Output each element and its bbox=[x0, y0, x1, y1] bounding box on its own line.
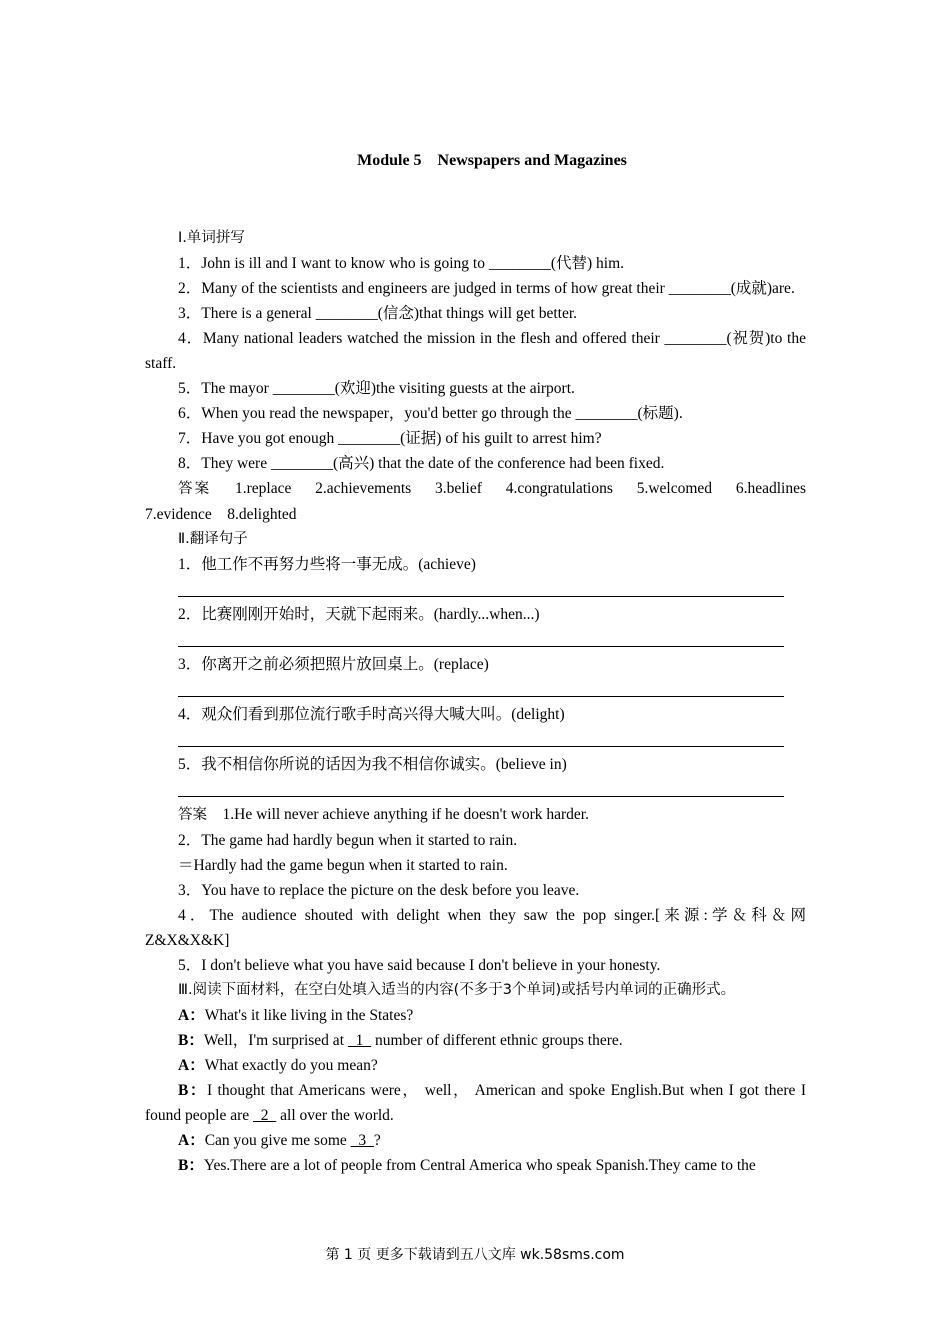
translate-item-5: 5．我不相信你所说的话因为我不相信你诚实。(believe in) bbox=[178, 756, 567, 773]
answer-text: 1.replace 2.achievements 3.belief 4.congratulations 5.welcomed 6.headlines 7.evidence 8.delighted bbox=[145, 480, 822, 523]
answer-line bbox=[178, 627, 784, 652]
section-2-answer-5: 5．I don't believe what you have said because I don't believe in your honesty. bbox=[178, 957, 661, 974]
section-2-answer-1 bbox=[145, 802, 806, 828]
dialogue-text: Can you give me some bbox=[204, 1132, 351, 1149]
translate-item-4: 4．观众们看到那位流行歌手时高兴得大喊大叫。(delight) bbox=[178, 706, 565, 723]
section-2-answer-2-alt: ＝Hardly had the game begun when it started to rain. bbox=[178, 857, 508, 874]
section-3-heading: Ⅲ.阅读下面材料，在空白处填入适当的内容(不多于3个单词)或括号内单词的正确形式。 bbox=[178, 982, 736, 998]
blank-2: 2 bbox=[253, 1107, 277, 1124]
speaker: A： bbox=[178, 1057, 205, 1074]
vocab-item-3: 3．There is a general ________(信念)that things will get better. bbox=[178, 305, 578, 322]
dialogue-line bbox=[145, 1128, 806, 1153]
translate-item-2: 2．比赛刚刚开始时，天就下起雨来。(hardly...when...) bbox=[178, 606, 540, 623]
vocab-item-8: 8．They were ________(高兴) that the date of the conference had been fixed. bbox=[178, 455, 665, 472]
section-2-answer-3: 3．You have to replace the picture on the desk before you leave. bbox=[178, 882, 580, 899]
section-2-heading: Ⅱ.翻译句子 bbox=[178, 531, 248, 547]
page-title: Module 5 Newspapers and Magazines bbox=[357, 152, 627, 169]
answer-line bbox=[178, 577, 784, 602]
answer-line bbox=[178, 677, 784, 702]
page-footer: 第 1 页 更多下载请到五八文库 wk.58sms.com bbox=[325, 1247, 625, 1263]
answer-text: 1.He will never achieve anything if he doesn't work harder. bbox=[222, 806, 589, 823]
answer-line bbox=[178, 727, 784, 752]
blank-1: 1 bbox=[347, 1032, 372, 1049]
speaker: B： bbox=[178, 1157, 204, 1174]
dialogue-text: Yes.There are a lot of people from Central America who speak Spanish.They came to the bbox=[203, 1157, 756, 1174]
answer-line bbox=[178, 777, 784, 802]
vocab-item-2: 2．Many of the scientists and engineers are judged in terms of how great their ________(成就)are. bbox=[178, 280, 795, 297]
dialogue-text: I thought that Americans were， well， American and spoke English.But when I got there I found people are bbox=[145, 1082, 810, 1124]
answer-label: 答案 bbox=[178, 807, 207, 823]
dialogue-text: What's it like living in the States? bbox=[204, 1007, 414, 1024]
vocab-item-6: 6．When you read the newspaper，you'd better go through the ________(标题). bbox=[178, 405, 683, 422]
speaker: A： bbox=[178, 1132, 205, 1149]
dialogue-line bbox=[145, 1053, 806, 1078]
dialogue-line bbox=[145, 1153, 806, 1178]
dialogue-text: Well，I'm surprised at bbox=[203, 1032, 348, 1049]
translate-item-3: 3．你离开之前必须把照片放回桌上。(replace) bbox=[178, 656, 489, 673]
dialogue-text: number of different ethnic groups there. bbox=[371, 1032, 623, 1049]
translate-item-1: 1．他工作不再努力些将一事无成。(achieve) bbox=[178, 556, 476, 573]
vocab-item-4: 4．Many national leaders watched the mission in the flesh and offered their ________(祝贺)to the staff. bbox=[145, 330, 806, 372]
speaker: B： bbox=[178, 1082, 207, 1099]
dialogue-text: all over the world. bbox=[276, 1107, 394, 1124]
section-1-answers bbox=[145, 476, 822, 527]
answer-label: 答案 bbox=[178, 481, 212, 497]
section-2-answer-2: 2．The game had hardly begun when it started to rain. bbox=[178, 832, 518, 849]
section-2-answer-4: 4．The audience shouted with delight when they saw the pop singer.[来源:学＆科＆网Z&X&X&K] bbox=[145, 907, 806, 949]
dialogue-line bbox=[145, 1028, 806, 1053]
speaker: A： bbox=[178, 1007, 205, 1024]
vocab-item-5: 5．The mayor ________(欢迎)the visiting guests at the airport. bbox=[178, 380, 575, 397]
speaker: B： bbox=[178, 1032, 204, 1049]
section-1-heading: Ⅰ.单词拼写 bbox=[178, 230, 245, 246]
blank-3: 3 bbox=[350, 1132, 374, 1149]
document-body bbox=[145, 226, 822, 1178]
dialogue-text: ? bbox=[373, 1132, 381, 1149]
vocab-item-1: 1．John is ill and I want to know who is going to ________(代替) him. bbox=[178, 255, 625, 272]
dialogue-line bbox=[145, 1078, 810, 1128]
dialogue-line bbox=[145, 1003, 806, 1028]
dialogue-text: What exactly do you mean? bbox=[204, 1057, 378, 1074]
vocab-item-7: 7．Have you got enough ________(证据) of his guilt to arrest him? bbox=[178, 430, 602, 447]
